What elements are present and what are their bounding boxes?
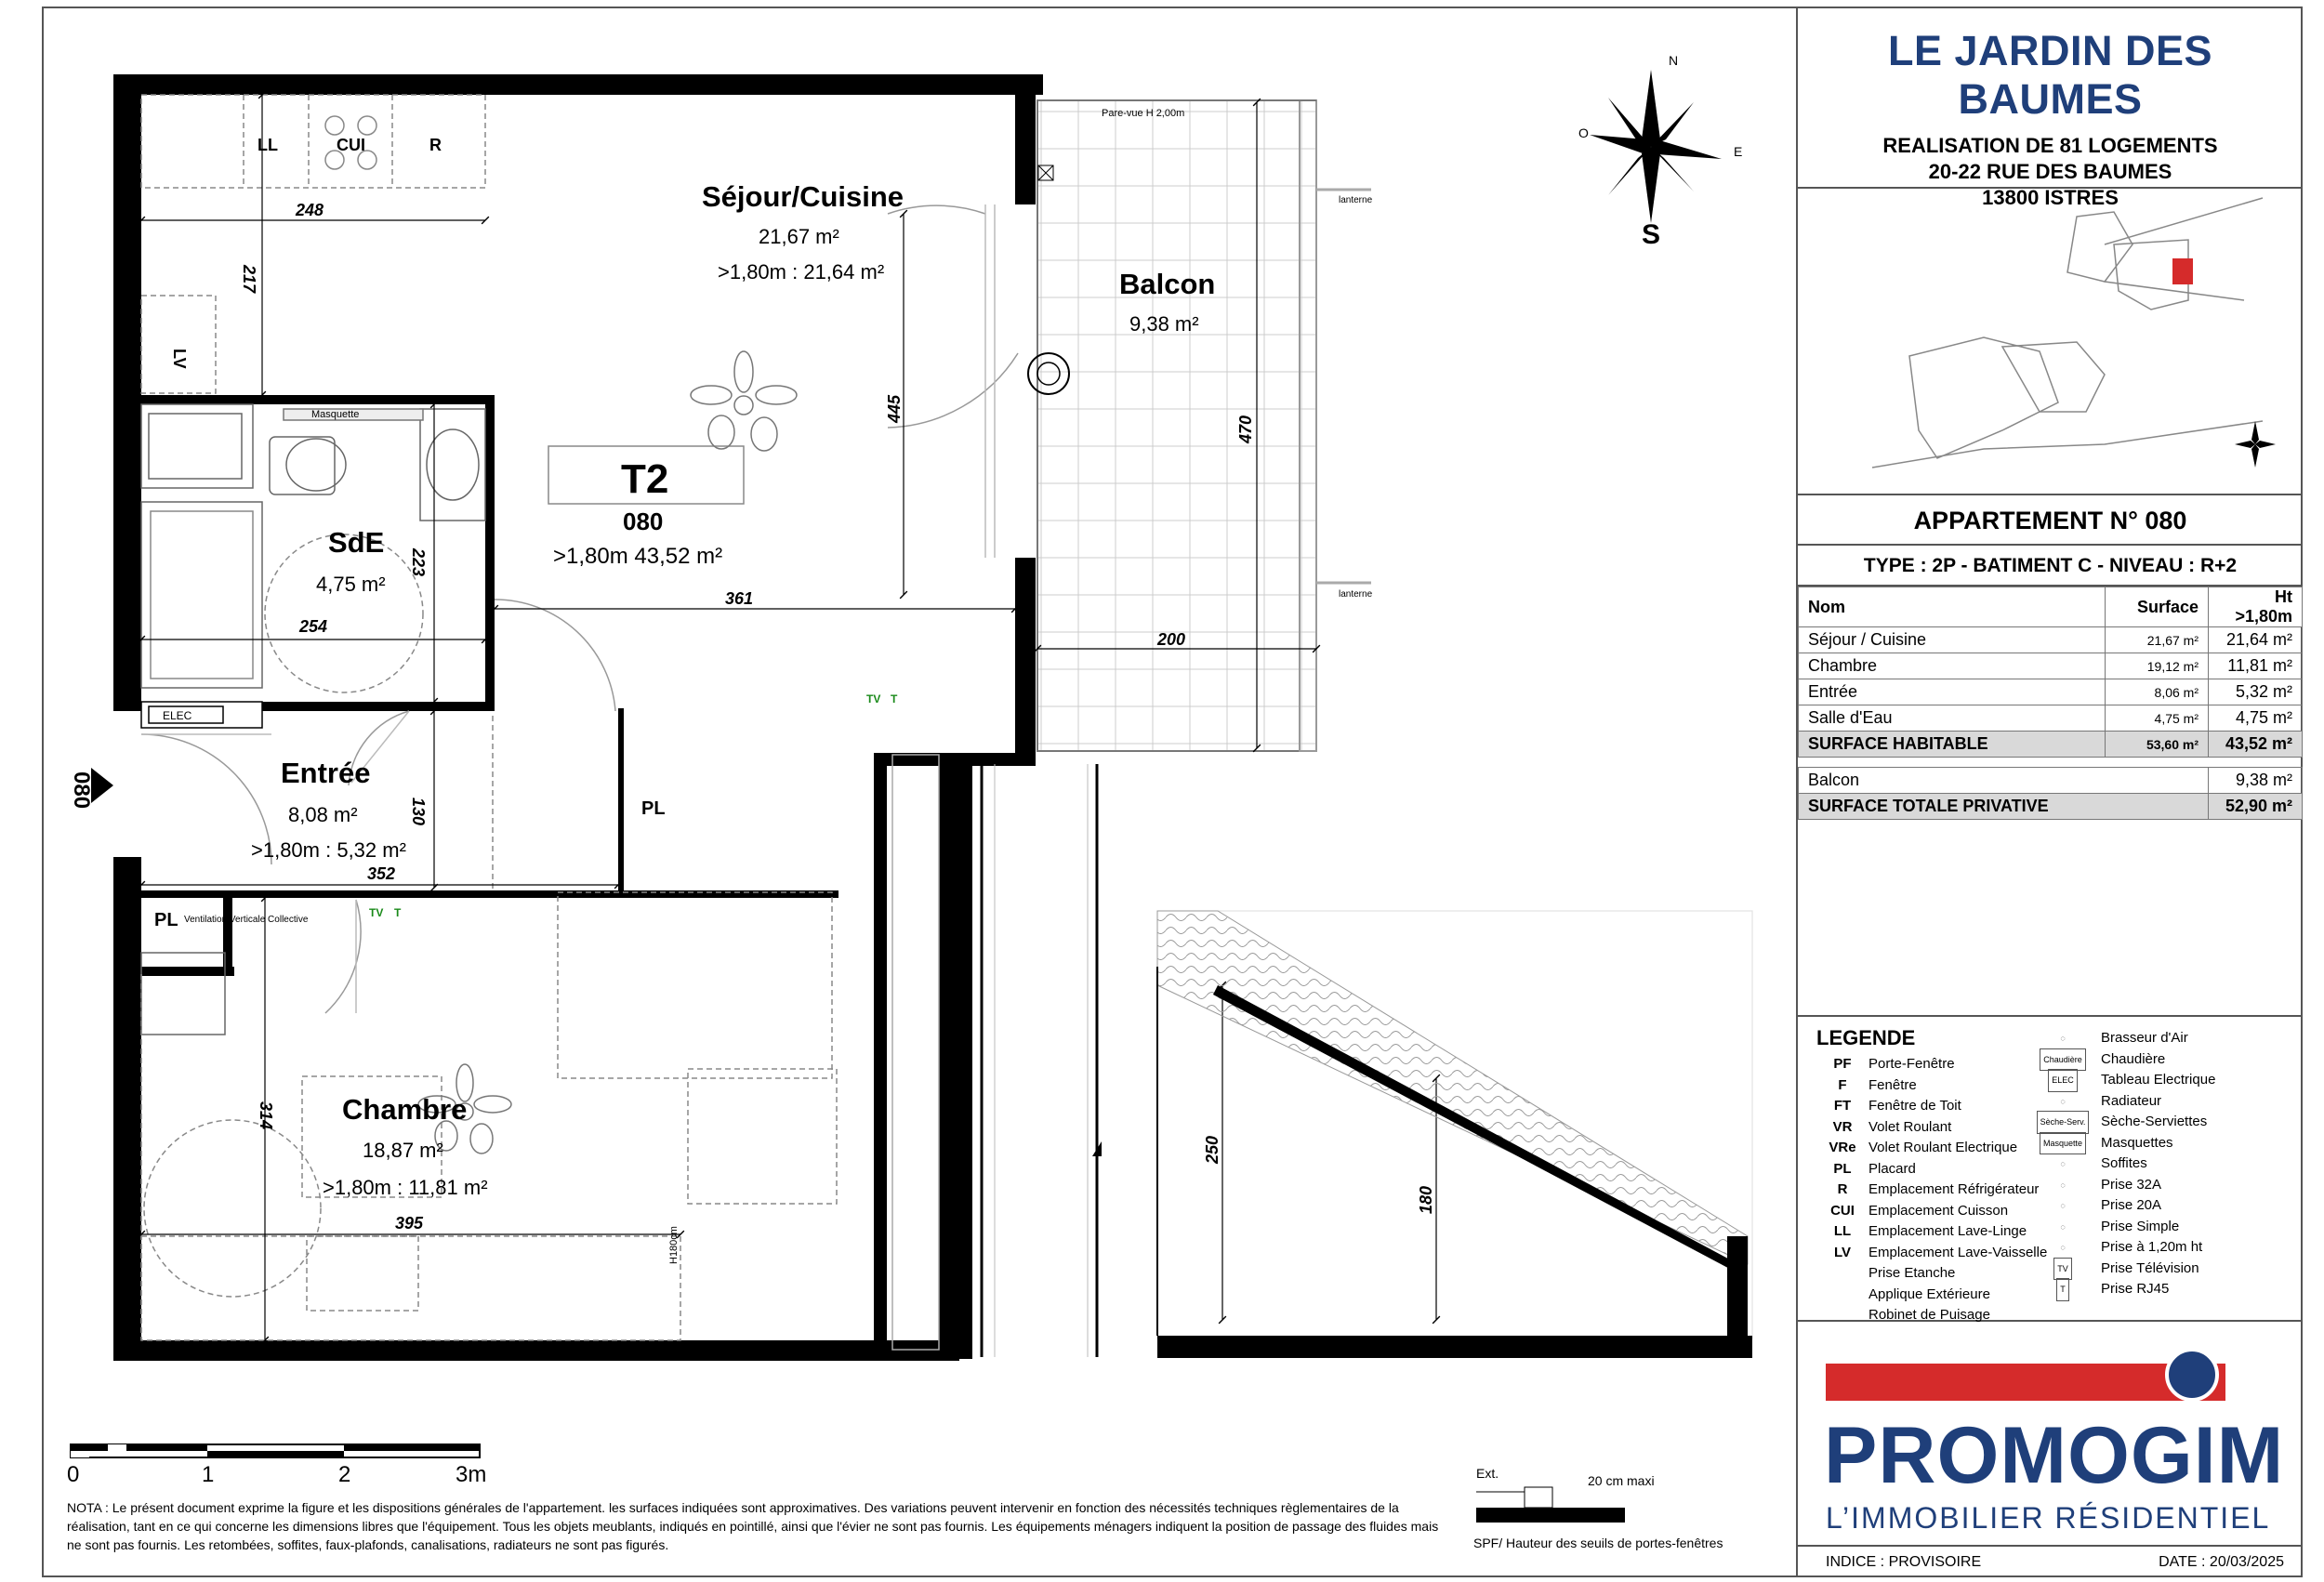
room-chambre-name: Chambre (342, 1093, 468, 1126)
row-surface: 8,06 m² (2106, 679, 2209, 705)
legend-item (2030, 1154, 2215, 1175)
dim-180: 180 (1417, 1185, 1435, 1214)
legend-code: FT (1833, 1098, 1852, 1114)
label-r: R (429, 136, 442, 154)
legend-symbol-icon: ◌ (2060, 1221, 2066, 1232)
compass-icon (1578, 53, 1742, 250)
unit-number: 080 (623, 508, 664, 535)
threshold-detail (1476, 1466, 1655, 1523)
table-row (1799, 679, 2303, 705)
outlet-t-sejour: T (891, 692, 898, 705)
scale-bar (67, 1444, 486, 1487)
label-h180: H180cm (668, 1226, 680, 1264)
lanterne-label-bottom: lanterne (1339, 589, 1373, 600)
legend-symbol-icon (2030, 1074, 2095, 1087)
legend-label: Volet Roulant (1868, 1118, 1952, 1135)
dim-254: 254 (299, 617, 328, 636)
row-ht: 4,75 m² (2209, 705, 2303, 732)
site-plan-diagram (1798, 189, 2304, 495)
legend-label: Fenêtre (1868, 1076, 1917, 1093)
ceiling-fan-icon (691, 351, 797, 451)
legend-left (1816, 1054, 2047, 1326)
legend-code: F (1838, 1076, 1847, 1093)
legend-symbol-icon: ◌ (2060, 1034, 2066, 1043)
threshold-maxi: 20 cm maxi (1588, 1473, 1655, 1488)
legend-label: Prise Etanche (1868, 1265, 1956, 1281)
adjacent-structure (959, 764, 1097, 1359)
dim-250: 250 (1203, 1135, 1221, 1164)
row-surface: 19,12 m² (2106, 653, 2209, 679)
dim-361: 361 (725, 589, 754, 608)
label-pl-entree: PL (641, 798, 666, 819)
legend-label: Soffites (2101, 1155, 2147, 1171)
room-entree-area: 8,08 m² (288, 803, 358, 826)
legend-item (1816, 1159, 2047, 1180)
compass-n: N (1669, 53, 1679, 68)
nota-text: NOTA : Le présent document exprime la figure et les dispositions générales de l'appartement. les surfaces indiquées sont approximatives. Des variations peuvent intervenir en fonction des nécessités techniques règlementaires de la réalisation, tant en ce qui concerne les dimensions libres que l'équipement. Tous les objets meublants, indiqués en pointillé, ainsi que l'évier ne sont pas fournis. Les équipements ménagers indiquent la position de passage des fluides mais ne sont pas fournis. Les retombées, soffites, faux-plafonds, canalisations, radiateurs ne sont pas figurés. (67, 1500, 1439, 1552)
legend (1798, 1015, 2303, 1322)
row-ht: 5,32 m² (2209, 679, 2303, 705)
surface-table-header (1799, 587, 2303, 627)
legend-symbol-icon: ◌ (2060, 1201, 2066, 1210)
legend-item (1816, 1117, 2047, 1139)
dim-445: 445 (885, 394, 904, 423)
compass-s: S (1642, 219, 1661, 250)
footer-date: DATE : 20/03/2025 (2159, 1554, 2284, 1570)
legend-symbol-text: ELEC (2048, 1069, 2078, 1092)
legend-symbol-text: Chaudière (2040, 1048, 2086, 1072)
legend-label: Placard (1868, 1160, 1916, 1177)
legend-symbol-icon (2030, 1262, 2095, 1275)
threshold-ext: Ext. (1476, 1466, 1499, 1481)
legend-code: VRe (1829, 1140, 1856, 1155)
label-pl-chambre: PL (154, 910, 178, 930)
table-row (1799, 653, 2303, 679)
room-entree-area-180: >1,80m : 5,32 m² (251, 838, 406, 862)
project-header (1798, 7, 2303, 209)
legend-item (2030, 1195, 2215, 1217)
project-title: LE JARDIN DES BAUMES (1887, 27, 2213, 123)
legend-label: Prise Simple (2101, 1218, 2180, 1234)
label-lv: LV (170, 349, 189, 369)
total-row (1799, 794, 2303, 820)
legend-label: Brasseur d'Air (2101, 1030, 2188, 1046)
legend-label: Masquettes (2101, 1134, 2173, 1151)
masquette-label: Masquette (311, 409, 360, 420)
outlet-tv-entree: TV (369, 906, 384, 919)
header-surface: Surface (2106, 587, 2209, 627)
habitable-row (1799, 732, 2303, 758)
row-name: Séjour / Cuisine (1799, 627, 2106, 653)
legend-item (1816, 1075, 2047, 1097)
legend-item (1816, 1180, 2047, 1201)
legend-symbol-icon (2030, 1283, 2095, 1296)
legend-item (1816, 1138, 2047, 1159)
room-entree-name: Entrée (281, 757, 371, 789)
legend-label: Prise à 1,20m ht (2101, 1239, 2203, 1255)
outlet-t-entree: T (394, 906, 402, 919)
legend-label: Prise RJ45 (2101, 1281, 2170, 1297)
legend-label: Sèche-Serviettes (2101, 1114, 2208, 1129)
legend-item (2030, 1091, 2215, 1113)
logo-tagline: L’IMMOBILIER RÉSIDENTIEL (1826, 1501, 2271, 1535)
legend-item (2030, 1217, 2215, 1238)
room-sejour-area: 21,67 m² (759, 225, 839, 248)
legend-symbol-icon: ◌ (2060, 1243, 2066, 1252)
legend-label: Volet Roulant Electrique (1868, 1140, 2018, 1155)
legend-item (1816, 1201, 2047, 1222)
legend-label: Chaudière (2101, 1050, 2166, 1067)
pare-vue-label: Pare-vue H 2,00m (1102, 108, 1185, 119)
room-balcon-area: 9,38 m² (1129, 312, 1199, 336)
legend-symbol-icon (2030, 1115, 2095, 1128)
legend-code: CUI (1830, 1202, 1855, 1219)
dim-470: 470 (1236, 415, 1255, 443)
label-cui: CUI (337, 136, 365, 154)
row-surface: 21,67 m² (2106, 627, 2209, 653)
legend-label: Tableau Electrique (2101, 1072, 2216, 1088)
threshold-note: SPF/ Hauteur des seuils de portes-fenêtres (1473, 1536, 1723, 1550)
scale-3: 3m (456, 1462, 487, 1487)
balcony (1028, 100, 1373, 751)
outlet-tv-sejour: TV (866, 692, 881, 705)
lanterne-label-top: lanterne (1339, 195, 1373, 205)
compass-o: O (1578, 125, 1589, 140)
dim-130: 130 (409, 798, 428, 826)
legend-label: Fenêtre de Toit (1868, 1098, 1961, 1114)
legend-label: Applique Extérieure (1868, 1285, 1990, 1302)
legend-code: VR (1832, 1118, 1853, 1135)
legend-item (2030, 1070, 2215, 1091)
legend-code: LL (1833, 1223, 1852, 1239)
row-name: Chambre (1799, 653, 2106, 679)
dim-200: 200 (1157, 630, 1186, 649)
legend-label: Porte-Fenêtre (1868, 1056, 1955, 1072)
scale-1: 1 (202, 1462, 215, 1487)
legend-code: LV (1833, 1244, 1852, 1260)
legend-label: Robinet de Puisage (1868, 1307, 1990, 1323)
room-sejour-area-180: >1,80m : 21,64 m² (718, 260, 885, 283)
entry-marker-label: 080 (69, 771, 94, 810)
room-sde-name: SdE (328, 526, 385, 559)
entry-marker (69, 768, 113, 809)
legend-label: Emplacement Cuisson (1868, 1202, 2009, 1219)
legend-item (2030, 1049, 2215, 1071)
legend-symbol-icon: ◌ (2060, 1180, 2066, 1190)
legend-label: Radiateur (2101, 1092, 2162, 1109)
row-ht: 21,64 m² (2209, 627, 2303, 653)
legend-code: PF (1833, 1056, 1852, 1072)
legend-symbol-icon (2030, 1053, 2095, 1066)
site-plan (1798, 189, 2303, 495)
project-line-3: 13800 ISTRES (1982, 186, 2119, 209)
legend-label: Prise 20A (2101, 1197, 2162, 1213)
row-name: Salle d'Eau (1799, 705, 2106, 732)
row-name: Entrée (1799, 679, 2106, 705)
promogim-logo (1798, 1322, 2303, 1545)
logo-name: PROMOGIM (1824, 1411, 2285, 1500)
dim-314: 314 (257, 1101, 275, 1130)
room-sejour-name: Séjour/Cuisine (702, 180, 905, 213)
dim-352: 352 (367, 864, 396, 883)
legend-symbol-text: TV (2053, 1258, 2072, 1281)
legend-item (1816, 1054, 2047, 1075)
legend-code: PL (1833, 1160, 1852, 1177)
title-block (1796, 7, 2303, 1577)
balcon-label: Balcon (1799, 768, 2209, 794)
legend-label: Prise 32A (2101, 1176, 2162, 1193)
legend-item (2030, 1237, 2215, 1259)
habitable-label: SURFACE HABITABLE (1799, 732, 2106, 758)
unit-area: >1,80m 43,52 m² (553, 544, 723, 569)
legend-item (2030, 1279, 2215, 1300)
legend-title: LEGENDE (1816, 1026, 1916, 1049)
legend-item (2030, 1133, 2215, 1154)
legend-code: R (1837, 1181, 1848, 1197)
elec-label: ELEC (163, 709, 192, 722)
surface-table (1798, 587, 2303, 820)
legend-symbol-text: T (2056, 1278, 2069, 1301)
project-line-1: REALISATION DE 81 LOGEMENTS (1882, 134, 2218, 157)
legend-item (2030, 1028, 2215, 1049)
legend-label: Prise Télévision (2101, 1259, 2199, 1276)
table-row (1799, 705, 2303, 732)
dim-217: 217 (240, 265, 258, 294)
legend-symbol-icon: ◌ (2060, 1096, 2066, 1106)
compass-e: E (1734, 144, 1743, 159)
footer (1798, 1545, 2303, 1577)
dim-223: 223 (409, 548, 428, 577)
legend-label: Emplacement Lave-Vaisselle (1868, 1244, 2048, 1260)
legend-right (2030, 1028, 2215, 1300)
legend-label: Emplacement Lave-Linge (1868, 1223, 2027, 1239)
room-chambre-area-180: >1,80m : 11,81 m² (323, 1176, 488, 1199)
habitable-ht: 43,52 m² (2209, 732, 2303, 758)
balcon-row (1799, 768, 2303, 794)
header-nom: Nom (1799, 587, 2106, 627)
project-line-2: 20-22 RUE DES BAUMES (1928, 160, 2172, 183)
label-ll: LL (257, 136, 278, 154)
scale-2: 2 (338, 1462, 351, 1487)
unit-type: T2 (621, 456, 669, 502)
row-ht: 11,81 m² (2209, 653, 2303, 679)
header-ht: Ht >1,80m (2209, 587, 2303, 627)
legend-symbol-icon (2030, 1137, 2095, 1150)
legend-item (1816, 1096, 2047, 1117)
room-chambre-area: 18,87 m² (363, 1139, 443, 1162)
legend-item (1816, 1243, 2047, 1264)
balcon-ht: 9,38 m² (2209, 768, 2303, 794)
logo-dot (2165, 1348, 2219, 1402)
roof-section (1157, 911, 1752, 1358)
legend-item (1816, 1285, 2047, 1306)
dim-395: 395 (395, 1214, 424, 1233)
legend-symbol-text: Masquette (2040, 1132, 2086, 1155)
footer-indice: INDICE : PROVISOIRE (1826, 1554, 1982, 1570)
legend-label: Emplacement Réfrigérateur (1868, 1181, 2040, 1197)
dim-248: 248 (296, 201, 324, 219)
room-balcon-name: Balcon (1119, 268, 1216, 300)
apartment-type-line: TYPE : 2P - BATIMENT C - NIVEAU : R+2 (1798, 546, 2303, 587)
apartment-title: APPARTEMENT N° 080 (1798, 495, 2303, 546)
table-row (1799, 627, 2303, 653)
total-ht: 52,90 m² (2209, 794, 2303, 820)
legend-symbol-text: Sèche-Serv. (2037, 1111, 2090, 1134)
total-label: SURFACE TOTALE PRIVATIVE (1799, 794, 2209, 820)
scale-0: 0 (67, 1462, 80, 1487)
habitable-surface: 53,60 m² (2106, 732, 2209, 758)
room-sde-area: 4,75 m² (316, 573, 386, 596)
label-ventilation: Ventilation Verticale Collective (184, 915, 309, 925)
legend-symbol-icon: ◌ (2060, 1159, 2066, 1168)
legend-item (2030, 1175, 2215, 1196)
legend-item (1816, 1263, 2047, 1285)
legend-item (2030, 1259, 2215, 1280)
row-surface: 4,75 m² (2106, 705, 2209, 732)
legend-item (2030, 1112, 2215, 1133)
legend-item (1816, 1221, 2047, 1243)
